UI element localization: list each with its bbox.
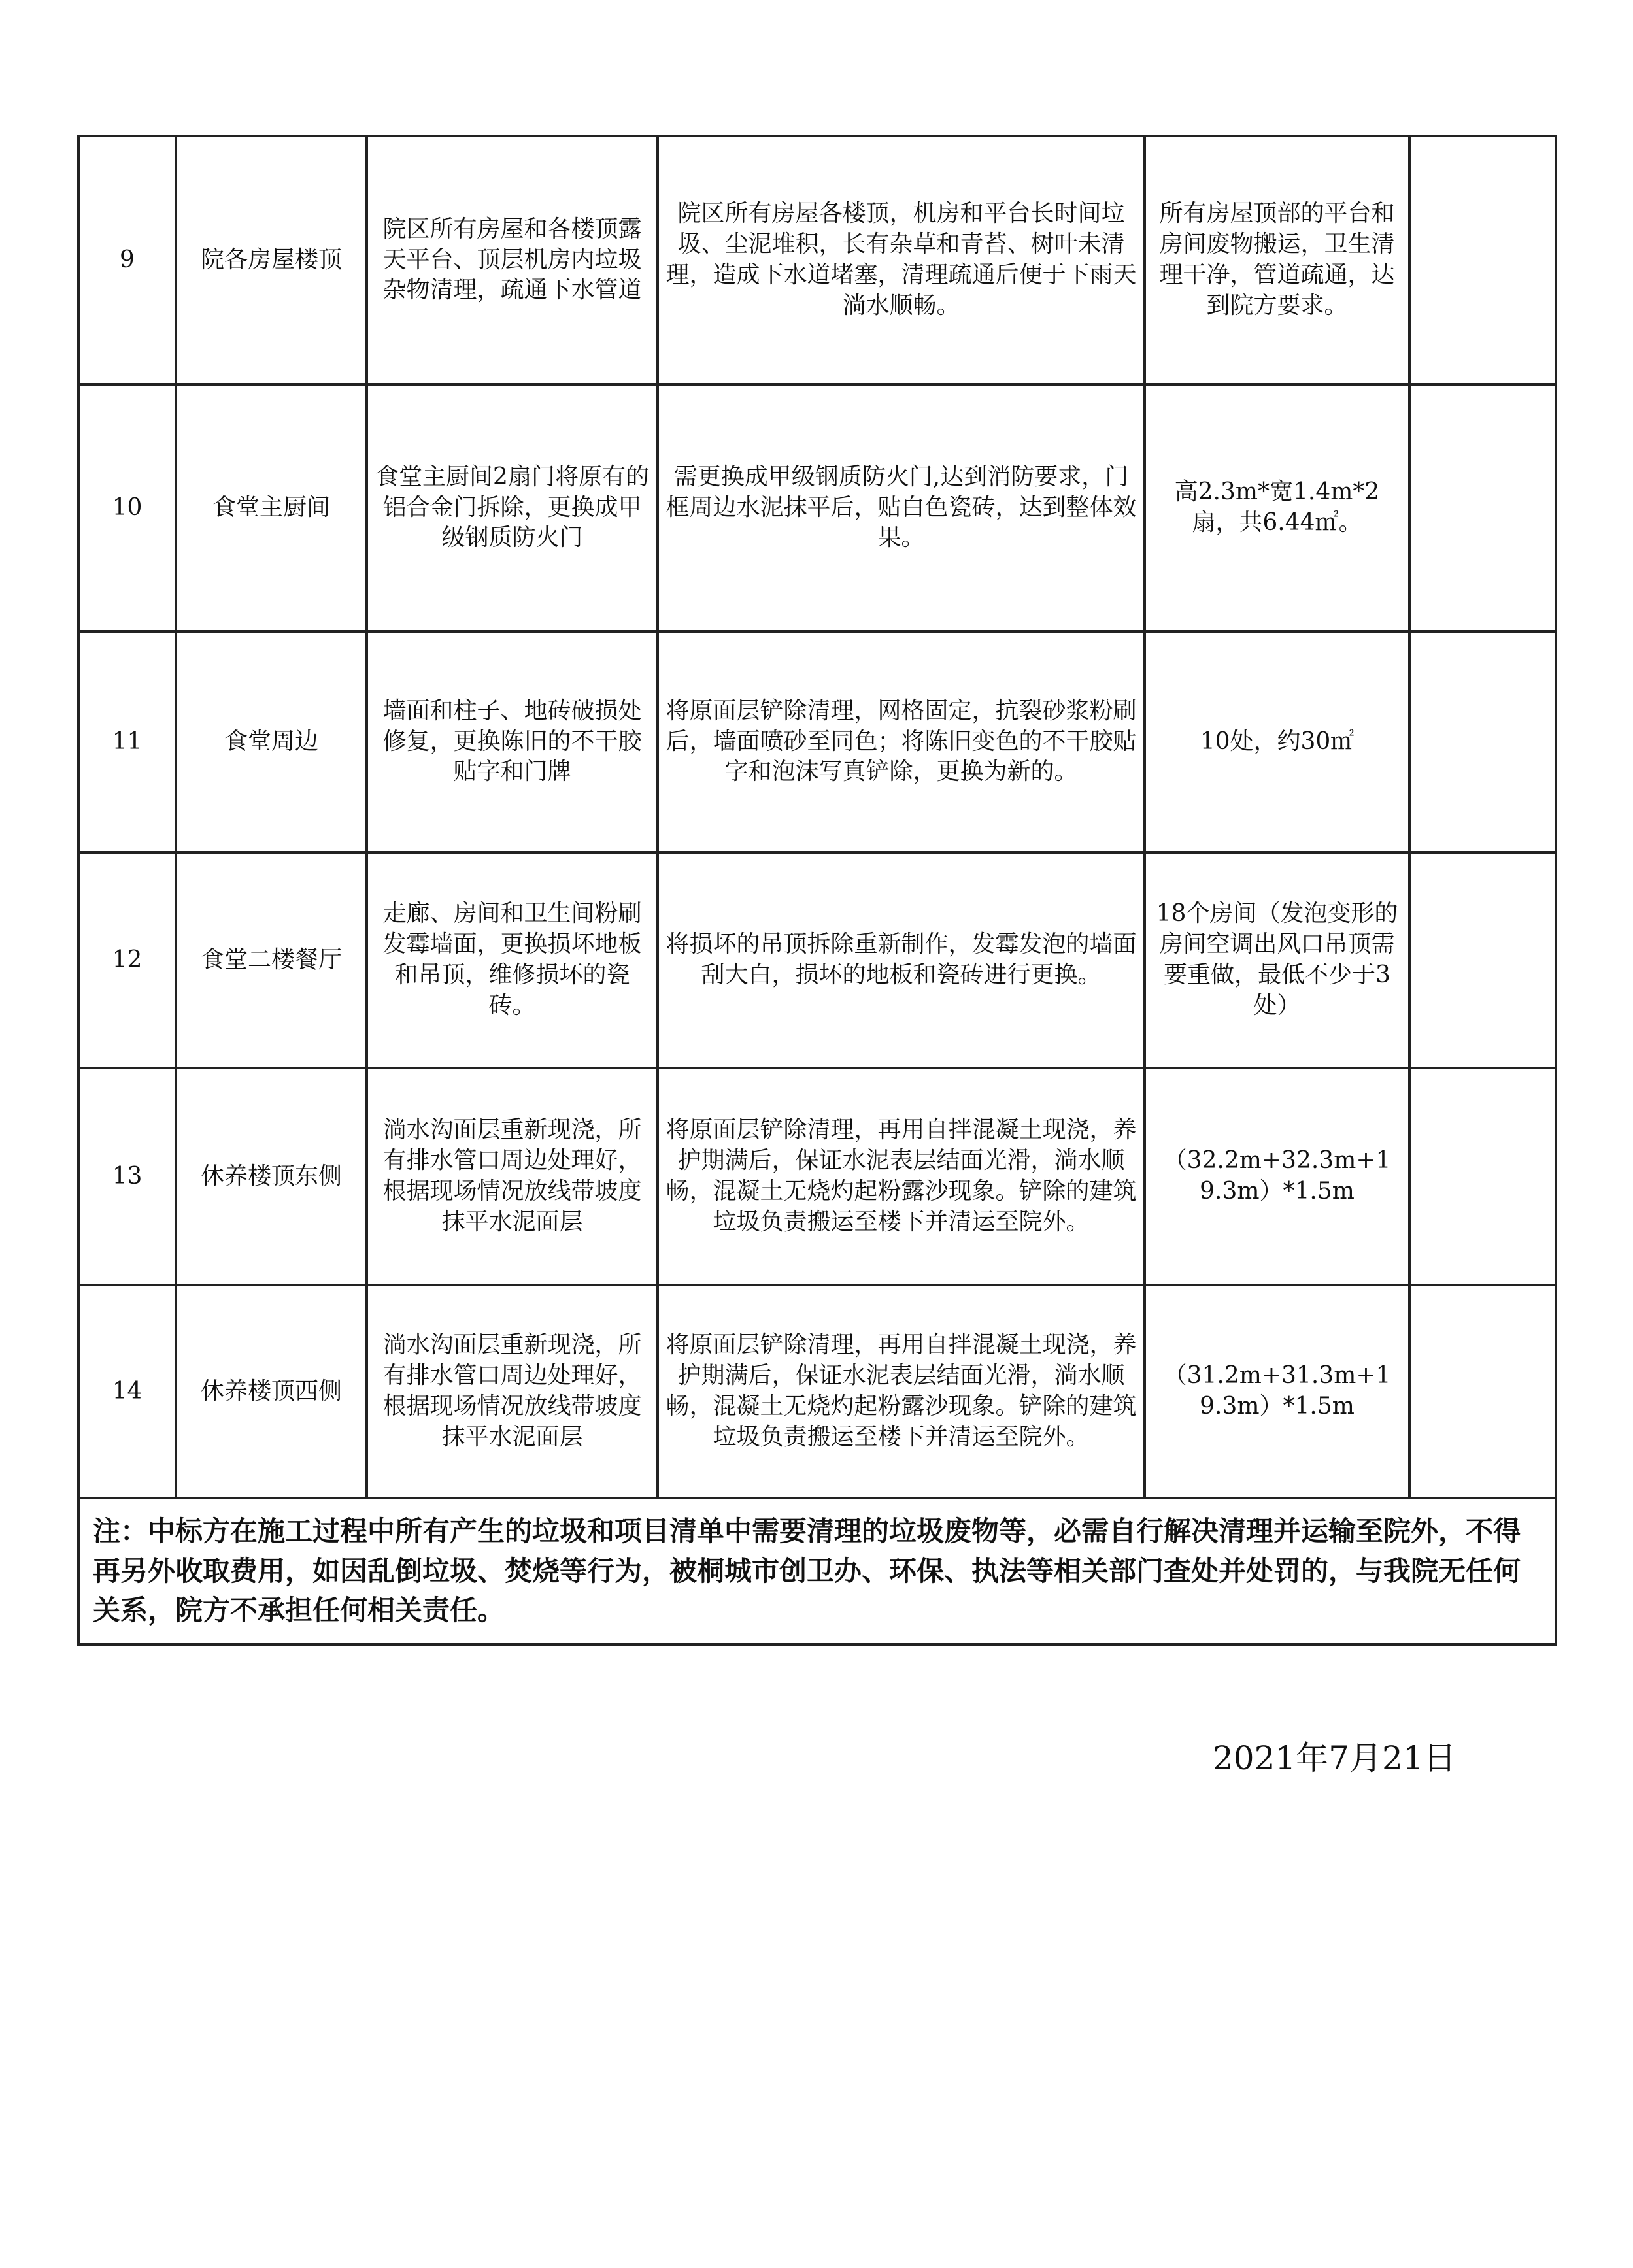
item-number: 12: [78, 852, 176, 1068]
item-requirement: 将原面层铲除清理，再用自拌混凝土现浇，养护期满后，保证水泥表层结面光滑，淌水顺畅，混凝土无烧灼起粉露沙现象。铲除的建筑垃圾负责搬运至楼下并清运至院外。: [658, 1068, 1145, 1285]
item-content: 淌水沟面层重新现浇，所有排水管口周边处理好，根据现场情况放线带坡度抹平水泥面层: [367, 1285, 658, 1498]
item-remark: [1409, 852, 1556, 1068]
item-location: 休养楼顶西侧: [176, 1285, 367, 1498]
item-quantity: 10处，约30㎡: [1145, 631, 1409, 852]
item-number: 11: [78, 631, 176, 852]
item-quantity: 所有房屋顶部的平台和房间废物搬运，卫生清理干净，管道疏通，达到院方要求。: [1145, 136, 1409, 384]
item-location: 食堂二楼餐厅: [176, 852, 367, 1068]
item-content: 墙面和柱子、地砖破损处修复，更换陈旧的不干胶贴字和门牌: [367, 631, 658, 852]
item-content: 走廊、房间和卫生间粉刷发霉墙面，更换损坏地板和吊顶，维修损坏的瓷砖。: [367, 852, 658, 1068]
item-location: 食堂周边: [176, 631, 367, 852]
table-row: [78, 136, 1556, 384]
item-content: 食堂主厨间2扇门将原有的铝合金门拆除，更换成甲级钢质防火门: [367, 384, 658, 631]
table-row: [78, 384, 1556, 631]
item-remark: [1409, 384, 1556, 631]
document-date: 2021年7月21日: [1213, 1739, 1456, 1777]
item-requirement: 将原面层铲除清理，网格固定，抗裂砂浆粉刷后，墙面喷砂至同色；将陈旧变色的不干胶贴字和泡沫写真铲除，更换为新的。: [658, 631, 1145, 852]
item-location: 院各房屋楼顶: [176, 136, 367, 384]
item-number: 9: [78, 136, 176, 384]
item-requirement: 将损坏的吊顶拆除重新制作，发霉发泡的墙面刮大白，损坏的地板和瓷砖进行更换。: [658, 852, 1145, 1068]
item-location: 休养楼顶东侧: [176, 1068, 367, 1285]
table-note: 注：中标方在施工过程中所有产生的垃圾和项目清单中需要清理的垃圾废物等，必需自行解决清理并运输至院外，不得再另外收取费用，如因乱倒垃圾、焚烧等行为，被桐城市创卫办、环保、执法等相关部门查处并处罚的，与我院无任何关系，院方不承担任何相关责任。: [78, 1498, 1556, 1644]
table-row: [78, 852, 1556, 1068]
item-requirement: 院区所有房屋各楼顶，机房和平台长时间垃圾、尘泥堆积，长有杂草和青苔、树叶未清理，造成下水道堵塞，清理疏通后便于下雨天淌水顺畅。: [658, 136, 1145, 384]
item-content: 院区所有房屋和各楼顶露天平台、顶层机房内垃圾杂物清理，疏通下水管道: [367, 136, 658, 384]
item-remark: [1409, 631, 1556, 852]
item-remark: [1409, 136, 1556, 384]
table-row: [78, 1285, 1556, 1498]
item-remark: [1409, 1285, 1556, 1498]
item-quantity: （32.2m+32.3m+19.3m）*1.5m: [1145, 1068, 1409, 1285]
work-items-table: [77, 135, 1557, 1646]
item-number: 13: [78, 1068, 176, 1285]
note-row: [78, 1498, 1556, 1644]
item-number: 14: [78, 1285, 176, 1498]
table-row: [78, 1068, 1556, 1285]
item-location: 食堂主厨间: [176, 384, 367, 631]
item-content: 淌水沟面层重新现浇，所有排水管口周边处理好，根据现场情况放线带坡度抹平水泥面层: [367, 1068, 658, 1285]
item-remark: [1409, 1068, 1556, 1285]
item-number: 10: [78, 384, 176, 631]
item-quantity: 高2.3m*宽1.4m*2扇，共6.44㎡。: [1145, 384, 1409, 631]
item-requirement: 将原面层铲除清理，再用自拌混凝土现浇，养护期满后，保证水泥表层结面光滑，淌水顺畅，混凝土无烧灼起粉露沙现象。铲除的建筑垃圾负责搬运至楼下并清运至院外。: [658, 1285, 1145, 1498]
item-requirement: 需更换成甲级钢质防火门,达到消防要求，门框周边水泥抹平后，贴白色瓷砖，达到整体效果。: [658, 384, 1145, 631]
item-quantity: （31.2m+31.3m+19.3m）*1.5m: [1145, 1285, 1409, 1498]
item-quantity: 18个房间（发泡变形的房间空调出风口吊顶需要重做，最低不少于3处）: [1145, 852, 1409, 1068]
table-row: [78, 631, 1556, 852]
